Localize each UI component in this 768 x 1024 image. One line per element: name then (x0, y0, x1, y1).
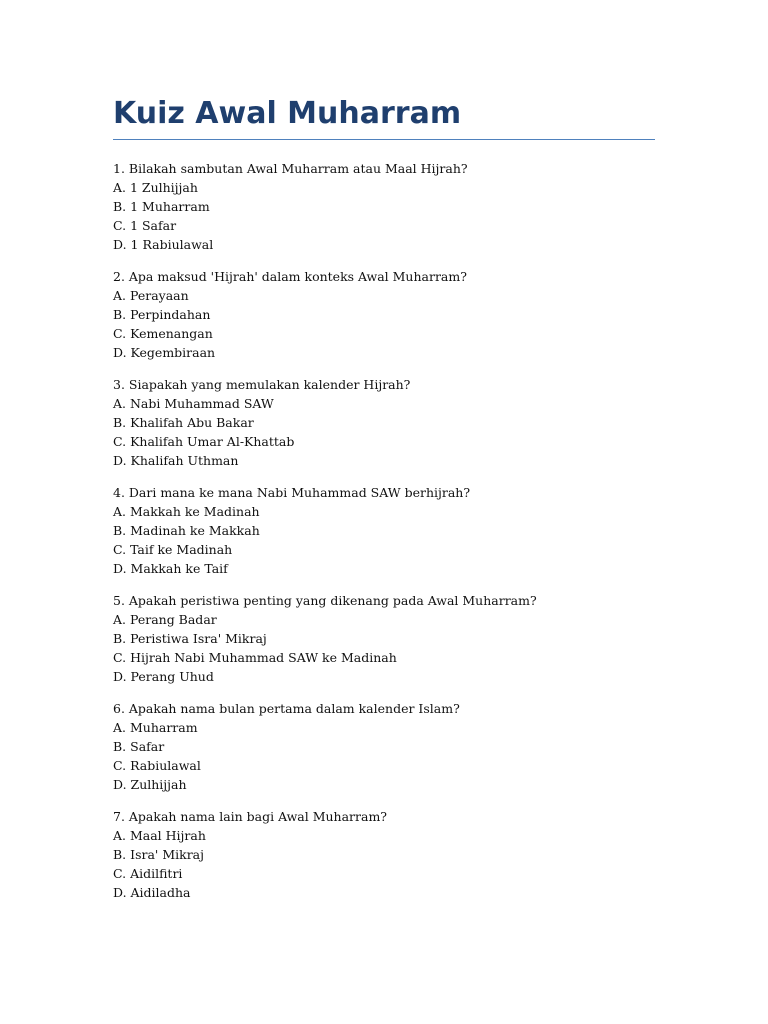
answer-option: B. Isra' Mikraj (113, 847, 204, 862)
answer-option: A. Perang Badar (113, 612, 217, 627)
answer-option: A. Makkah ke Madinah (113, 504, 260, 519)
answer-option: C. Aidilfitri (113, 866, 183, 881)
answer-option: C. Rabiulawal (113, 758, 201, 773)
answer-option: A. Muharram (113, 720, 198, 735)
answer-option: D. Khalifah Uthman (113, 453, 239, 468)
answer-option: C. 1 Safar (113, 218, 177, 233)
answer-option: C. Khalifah Umar Al-Khattab (113, 434, 295, 449)
answer-option: D. Zulhijjah (113, 777, 187, 792)
question-block (113, 807, 655, 902)
answer-option: A. 1 Zulhijjah (113, 180, 198, 195)
answer-option: D. Makkah ke Taif (113, 561, 228, 576)
question-block (113, 483, 655, 578)
answer-option: C. Taif ke Madinah (113, 542, 233, 557)
document-page (113, 94, 655, 915)
question-text: 4. Dari mana ke mana Nabi Muhammad SAW berhijrah? (113, 485, 471, 500)
question-block (113, 159, 655, 254)
question-text: 6. Apakah nama bulan pertama dalam kalender Islam? (113, 701, 460, 716)
answer-option: A. Perayaan (113, 288, 189, 303)
answer-option: B. Safar (113, 739, 165, 754)
title-divider (113, 139, 655, 140)
question-block (113, 267, 655, 362)
answer-option: B. Madinah ke Makkah (113, 523, 260, 538)
answer-option: A. Maal Hijrah (113, 828, 206, 843)
answer-option: D. Aidiladha (113, 885, 191, 900)
answer-option: C. Kemenangan (113, 326, 213, 341)
answer-option: D. Perang Uhud (113, 669, 214, 684)
question-text: 3. Siapakah yang memulakan kalender Hijrah? (113, 377, 411, 392)
question-list (113, 159, 655, 902)
question-block (113, 375, 655, 470)
answer-option: B. Peristiwa Isra' Mikraj (113, 631, 267, 646)
document-title: Kuiz Awal Muharram (113, 96, 462, 131)
answer-option: B. 1 Muharram (113, 199, 210, 214)
question-text: 1. Bilakah sambutan Awal Muharram atau Maal Hijrah? (113, 161, 468, 176)
question-text: 2. Apa maksud 'Hijrah' dalam konteks Awal Muharram? (113, 269, 467, 284)
answer-option: D. 1 Rabiulawal (113, 237, 214, 252)
question-text: 7. Apakah nama lain bagi Awal Muharram? (113, 809, 388, 824)
answer-option: C. Hijrah Nabi Muhammad SAW ke Madinah (113, 650, 397, 665)
answer-option: A. Nabi Muhammad SAW (113, 396, 274, 411)
question-block (113, 591, 655, 686)
answer-option: B. Perpindahan (113, 307, 211, 322)
answer-option: D. Kegembiraan (113, 345, 216, 360)
answer-option: B. Khalifah Abu Bakar (113, 415, 254, 430)
question-text: 5. Apakah peristiwa penting yang dikenang pada Awal Muharram? (113, 593, 537, 608)
question-block (113, 699, 655, 794)
